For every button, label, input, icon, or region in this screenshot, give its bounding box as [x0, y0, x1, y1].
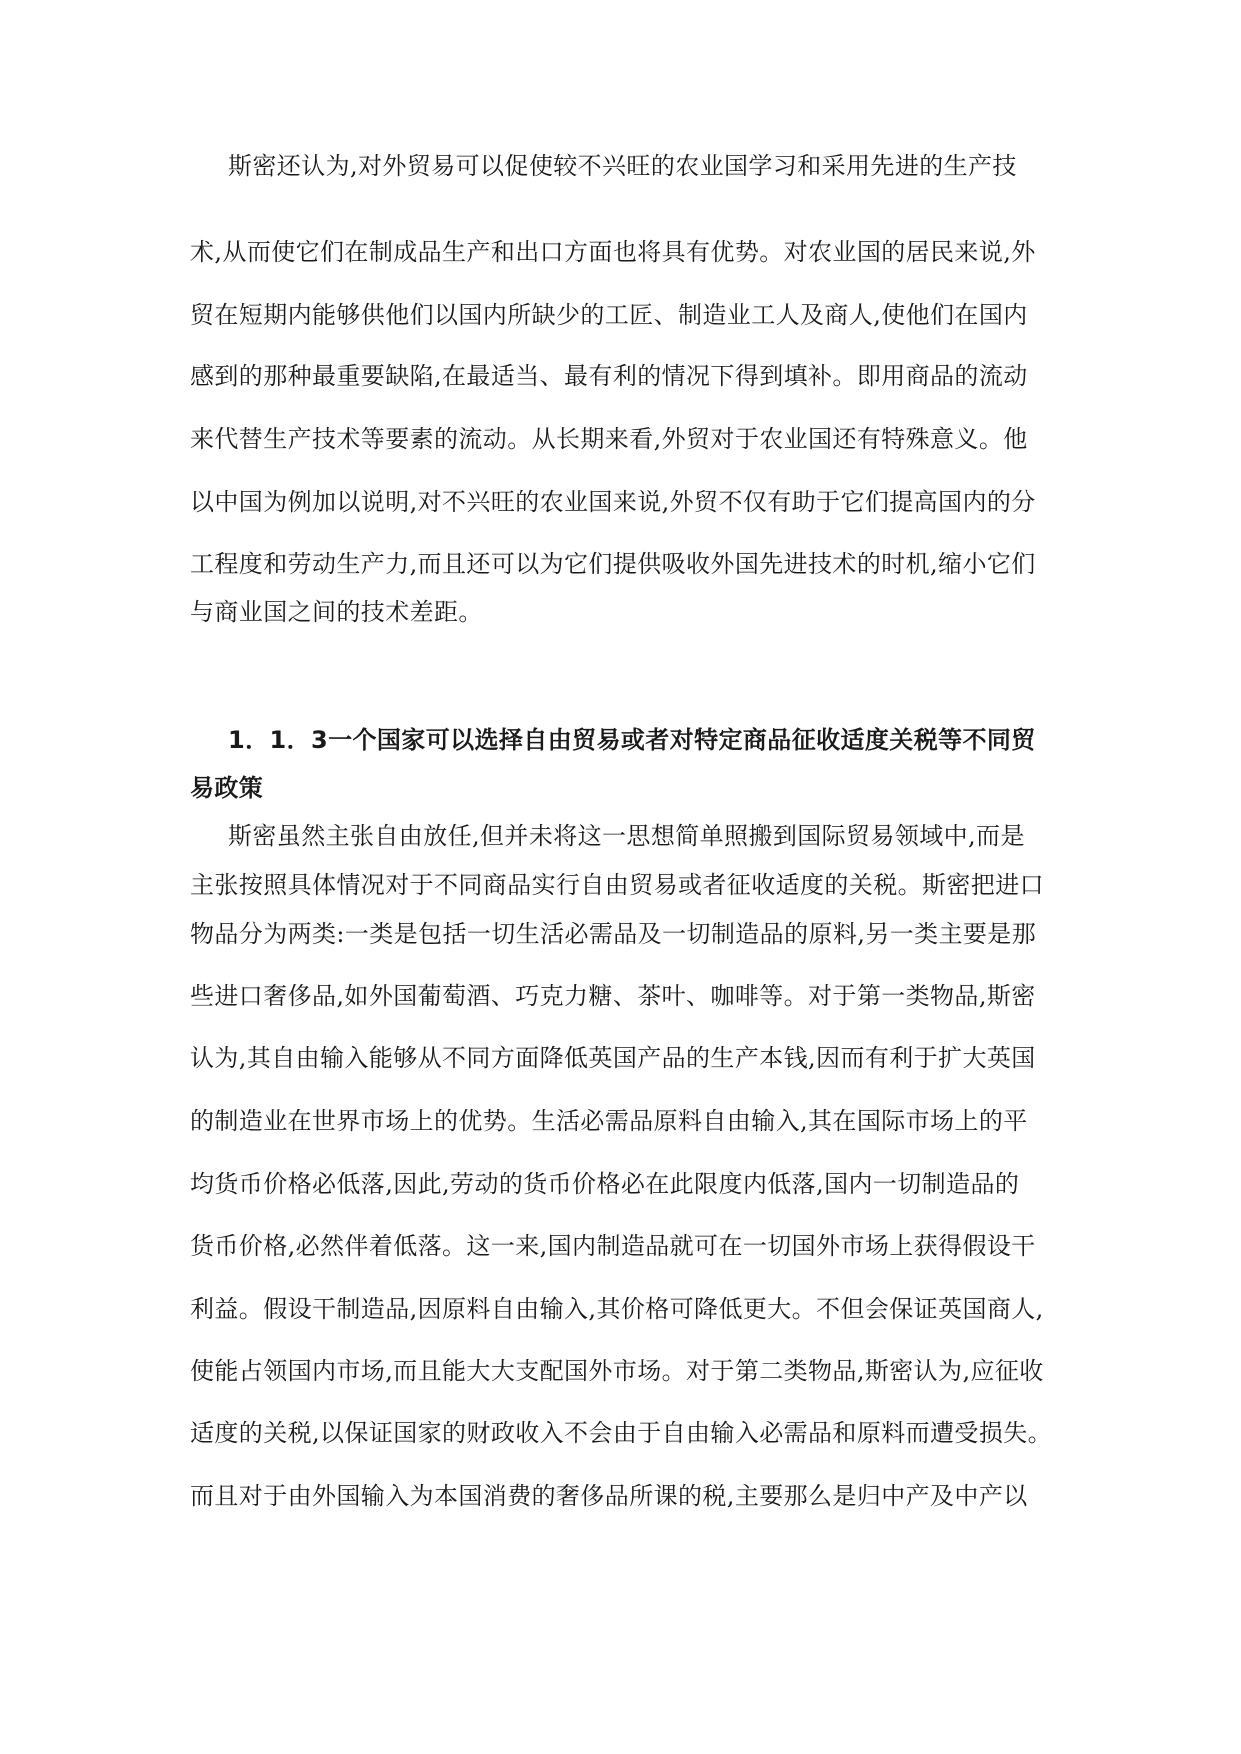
paragraph2-line-9: 利益。假设干制造品,因原料自由输入,其价格可降低更大。不但会保证英国商人,	[190, 1295, 1044, 1323]
paragraph2-line-5: 认为,其自由输入能够从不同方面降低英国产品的生产本钱,因而有利于扩大英国	[190, 1044, 1036, 1072]
paragraph2-line-2: 主张按照具体情况对于不同商品实行自由贸易或者征收适度的关税。斯密把进口	[190, 871, 1044, 899]
paragraph2-line-8: 货币价格,必然伴着低落。这一来,国内制造品就可在一切国外市场上获得假设干	[190, 1232, 1036, 1260]
section-heading-line-2: 易政策	[190, 774, 264, 802]
paragraph2-line-10: 使能占领国内市场,而且能大大支配国外市场。对于第二类物品,斯密认为,应征收	[190, 1357, 1044, 1385]
paragraph1-line-3: 贸在短期内能够供他们以国内所缺少的工匠、制造业工人及商人,使他们在国内	[190, 301, 1028, 329]
paragraph1-line-2: 术,从而使它们在制成品生产和出口方面也将具有优势。对农业国的居民来说,外	[190, 238, 1036, 266]
paragraph2-line-7: 均货币价格必低落,因此,劳动的货币价格必在此限度内低落,国内一切制造品的	[190, 1170, 1020, 1198]
paragraph1-line-5: 来代替生产技术等要素的流动。从长期来看,外贸对于农业国还有特殊意义。他	[190, 425, 1028, 453]
paragraph1-line-1: 斯密还认为,对外贸易可以促使较不兴旺的农业国学习和采用先进的生产技	[228, 152, 1017, 180]
paragraph2-line-3: 物品分为两类:一类是包括一切生活必需品及一切制造品的原料,另一类主要是那	[190, 920, 1037, 948]
paragraph2-line-12: 而且对于由外国输入为本国消费的奢侈品所课的税,主要那么是归中产及中产以	[190, 1482, 1028, 1510]
paragraph1-line-8: 与商业国之间的技术差距。	[190, 598, 483, 626]
paragraph2-line-11: 适度的关税,以保证国家的财政收入不会由于自由输入必需品和原料而遭受损失。	[190, 1419, 1053, 1447]
paragraph1-line-4: 感到的那种最重要缺陷,在最适当、最有利的情况下得到填补。即用商品的流动	[190, 362, 1028, 390]
paragraph1-line-6: 以中国为例加以说明,对不兴旺的农业国来说,外贸不仅有助于它们提高国内的分	[190, 488, 1036, 516]
paragraph1-line-7: 工程度和劳动生产力,而且还可以为它们提供吸收外国先进技术的时机,缩小它们	[190, 550, 1036, 578]
section-heading-line-1: 1．1．3一个国家可以选择自由贸易或者对特定商品征收适度关税等不同贸	[228, 726, 1036, 754]
paragraph2-line-4: 些进口奢侈品,如外国葡萄酒、巧克力糖、茶叶、咖啡等。对于第一类物品,斯密	[190, 982, 1036, 1010]
paragraph2-line-6: 的制造业在世界市场上的优势。生活必需品原料自由输入,其在国际市场上的平	[190, 1107, 1028, 1135]
paragraph2-line-1: 斯密虽然主张自由放任,但并未将这一思想简单照搬到国际贸易领域中,而是	[228, 822, 1025, 850]
